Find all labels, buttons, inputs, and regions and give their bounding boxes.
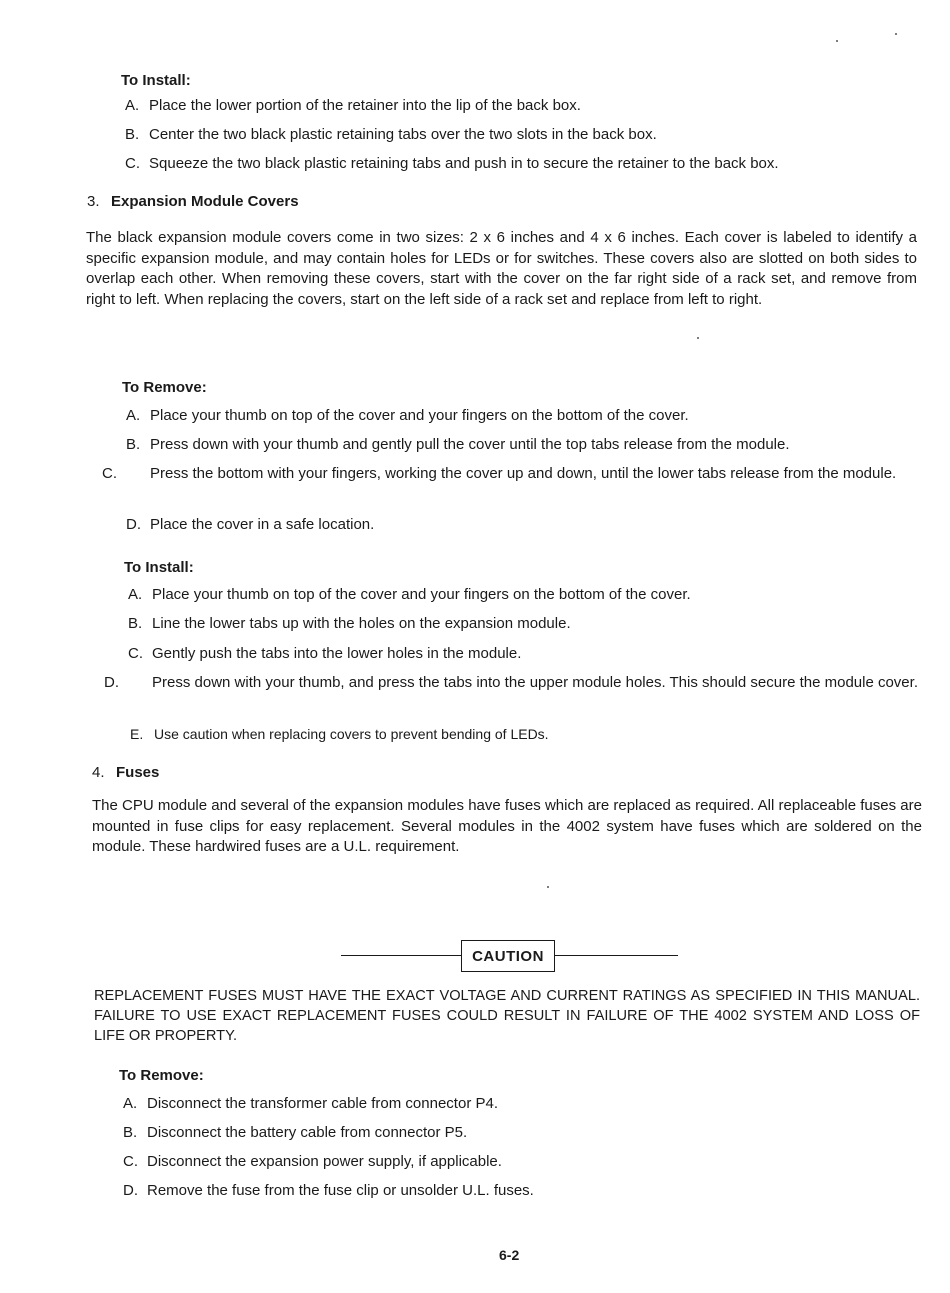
step-text: Place the lower portion of the retainer into the lip of the back box.	[149, 97, 581, 114]
step-letter: B.	[128, 615, 143, 632]
step-text: Center the two black plastic retaining tabs over the two slots in the back box.	[149, 126, 657, 143]
caution-rule-left	[341, 955, 461, 956]
step-letter: A.	[128, 586, 143, 603]
step-text: Press down with your thumb and gently pull the cover until the top tabs release from the module.	[150, 436, 790, 453]
remove-step-c	[123, 1152, 502, 1172]
step-text: Press down with your thumb, and press the tabs into the upper module holes. This should secure the module cover.	[152, 674, 918, 691]
step-text: Use caution when replacing covers to prevent bending of LEDs.	[154, 726, 549, 742]
remove-heading: To Remove:	[119, 1067, 204, 1084]
step-text: Disconnect the expansion power supply, if applicable.	[147, 1153, 502, 1170]
section-3-heading	[87, 193, 299, 210]
section-title: Fuses	[116, 764, 160, 781]
scan-speck	[836, 40, 838, 42]
scan-speck	[697, 337, 699, 339]
install-step-c	[125, 154, 779, 174]
step-letter: D.	[123, 1182, 138, 1199]
section-3-paragraph: The black expansion module covers come in two sizes: 2 x 6 inches and 4 x 6 inches. Each cover is labeled to identify a specific expansion module, and may contain holes for LEDs or for switches. These covers also are slotted on both sides to overlap each other. When removing these covers, start with the cover on the far right side of a rack set, and remove from right to left. When replacing the covers, start on the left side of a rack set and replace from left to right.	[86, 229, 917, 308]
scan-speck	[547, 886, 549, 888]
remove-step-b	[126, 435, 790, 455]
step-text: Gently push the tabs into the lower holes in the module.	[152, 645, 522, 662]
install-step-e	[130, 724, 549, 744]
step-text: Place your thumb on top of the cover and your fingers on the bottom of the cover.	[150, 407, 689, 424]
step-text: Disconnect the transformer cable from connector P4.	[147, 1095, 498, 1112]
step-text: Remove the fuse from the fuse clip or unsolder U.L. fuses.	[147, 1182, 534, 1199]
caution-rule-right	[554, 955, 678, 956]
section-number: 3.	[87, 193, 100, 210]
step-letter: A.	[125, 97, 140, 114]
step-letter: D.	[126, 516, 141, 533]
remove-step-c	[102, 464, 924, 484]
step-letter: C.	[125, 155, 140, 172]
remove-step-a	[126, 406, 689, 426]
install-heading: To Install:	[121, 72, 191, 89]
install-step-c	[128, 644, 521, 664]
step-letter: C.	[102, 465, 117, 482]
step-text: Place the cover in a safe location.	[150, 516, 375, 533]
step-text: Disconnect the battery cable from connector P5.	[147, 1124, 468, 1141]
install-step-a	[125, 96, 581, 116]
remove-step-d	[126, 515, 374, 535]
install-heading: To Install:	[124, 559, 194, 576]
step-letter: E.	[130, 726, 144, 742]
install-step-d	[104, 673, 946, 693]
step-letter: C.	[128, 645, 143, 662]
caution-label: CAUTION	[461, 940, 555, 972]
step-text: Place your thumb on top of the cover and your fingers on the bottom of the cover.	[152, 586, 691, 603]
step-letter: B.	[123, 1124, 138, 1141]
step-letter: B.	[125, 126, 140, 143]
install-step-b	[125, 125, 657, 145]
step-text: Line the lower tabs up with the holes on the expansion module.	[152, 615, 571, 632]
install-step-b	[128, 614, 571, 634]
remove-step-b	[123, 1123, 467, 1143]
step-text: Press the bottom with your fingers, working the cover up and down, until the lower tabs release from the module.	[150, 465, 897, 482]
page-number: 6-2	[499, 1247, 520, 1263]
section-title: Expansion Module Covers	[111, 193, 299, 210]
section-4-heading	[92, 764, 159, 781]
step-letter: B.	[126, 436, 141, 453]
step-letter: A.	[123, 1095, 138, 1112]
caution-text: REPLACEMENT FUSES MUST HAVE THE EXACT VOLTAGE AND CURRENT RATINGS AS SPECIFIED IN THIS MANUAL. FAILURE TO USE EXACT REPLACEMENT FUSES COULD RESULT IN FAILURE OF THE 4002 SYSTEM AND LOSS OF LIFE OR PROPERTY.	[94, 988, 920, 1044]
remove-step-a	[123, 1094, 498, 1114]
install-step-a	[128, 585, 691, 605]
step-text: Squeeze the two black plastic retaining tabs and push in to secure the retainer to the back box.	[149, 155, 779, 172]
step-letter: C.	[123, 1153, 138, 1170]
remove-heading: To Remove:	[122, 379, 207, 396]
scan-speck	[895, 33, 897, 35]
section-4-paragraph: The CPU module and several of the expansion modules have fuses which are replaced as required. All replaceable fuses are mounted in fuse clips for easy replacement. Several modules in the 4002 system have fuses which are soldered on the module. These hardwired fuses are a U.L. requirement.	[92, 797, 922, 855]
remove-step-d	[123, 1181, 534, 1201]
step-letter: D.	[104, 674, 119, 691]
section-number: 4.	[92, 764, 105, 781]
step-letter: A.	[126, 407, 141, 424]
